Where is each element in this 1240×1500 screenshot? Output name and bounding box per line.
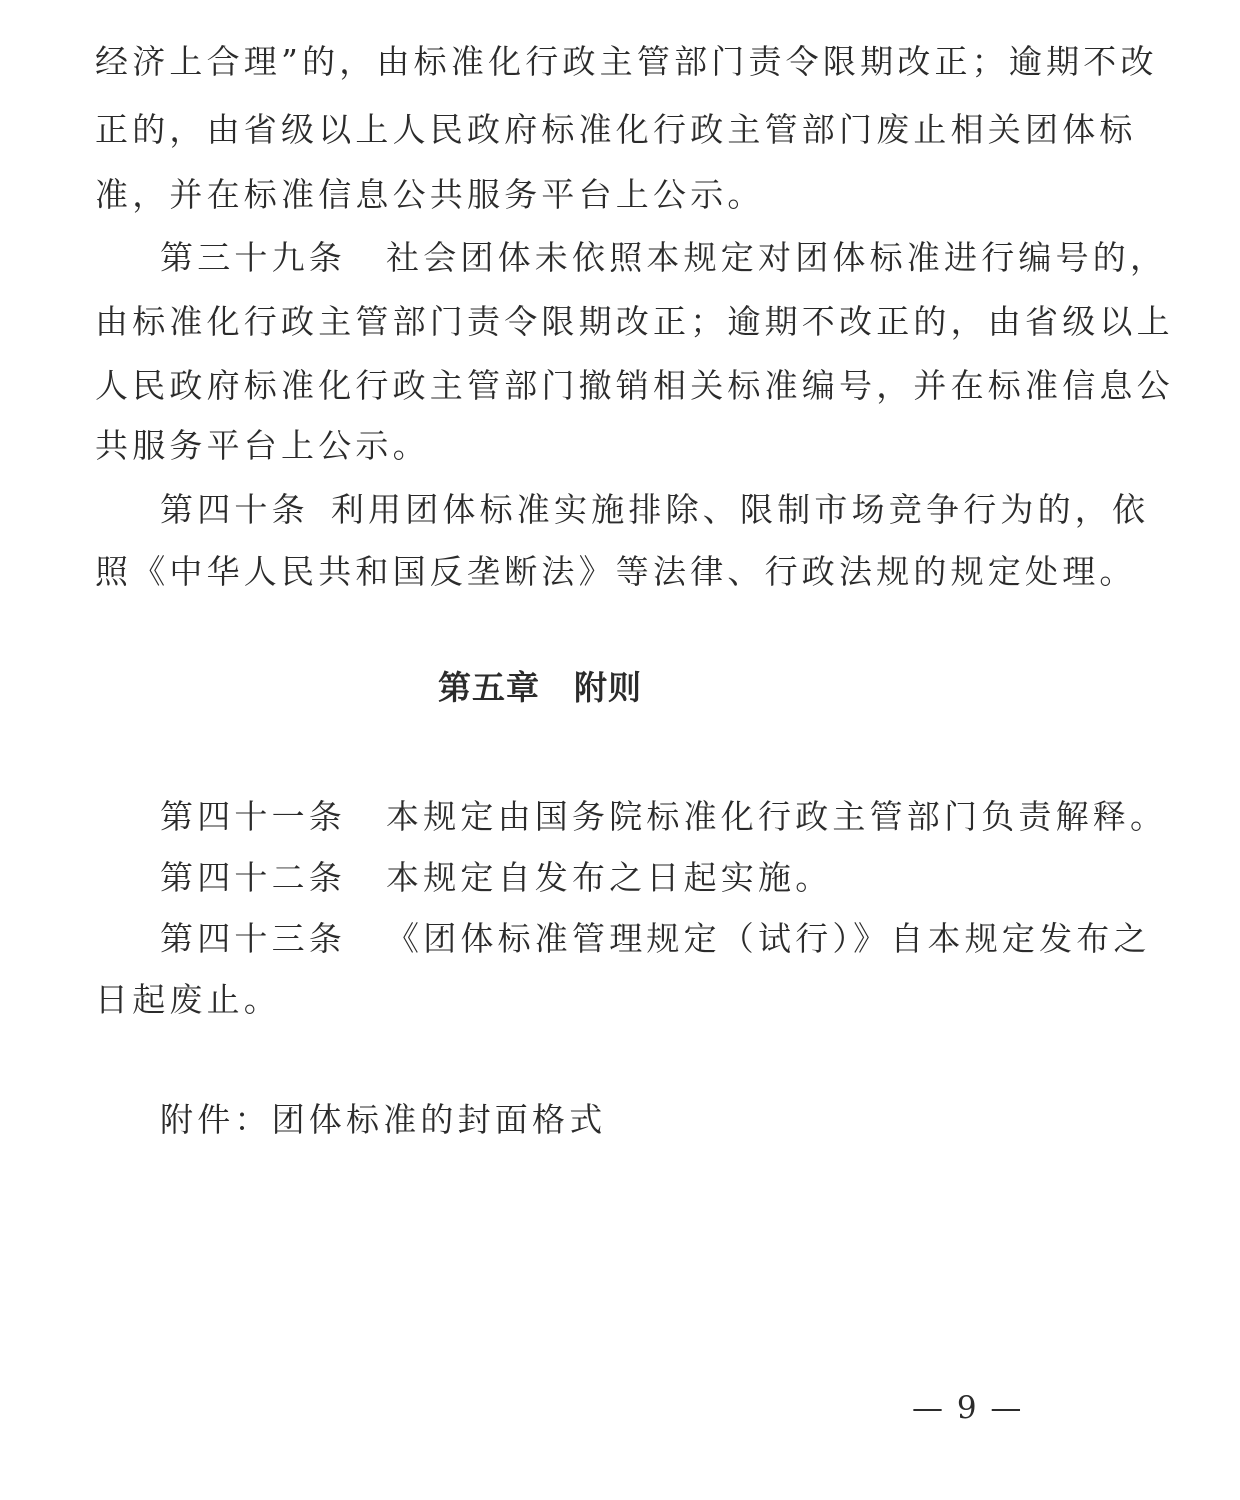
article-42-text: 本规定自发布之日起实施。: [386, 858, 833, 897]
chapter-title: 附则: [574, 668, 642, 707]
attachment-line: 附件：团体标准的封面格式: [160, 1100, 607, 1139]
article-39-first-line: [0, 236, 1240, 280]
paragraph-line: 准，并在标准信息公共服务平台上公示。: [95, 175, 765, 214]
article-40-text: 利用团体标准实施排除、限制市场竞争行为的，依: [330, 490, 1150, 529]
chapter-number: 第五章: [438, 668, 540, 707]
article-41-label: 第四十一条: [160, 797, 346, 836]
article-39-text: 社会团体未依照本规定对团体标准进行编号的，: [386, 238, 1168, 277]
article-41-line: [0, 795, 1240, 839]
article-43-text: 《团体标准管理规定（试行）》自本规定发布之: [386, 919, 1151, 958]
article-42-label: 第四十二条: [160, 858, 346, 897]
paragraph-line: 由标准化行政主管部门责令限期改正；逾期不改正的，由省级以上: [95, 302, 1174, 341]
article-41-text: 本规定由国务院标准化行政主管部门负责解释。: [386, 797, 1168, 836]
article-40-label: 第四十条: [160, 490, 309, 529]
paragraph-line: 经济上合理”的，由标准化行政主管部门责令限期改正；逾期不改: [95, 42, 1158, 81]
page-number: — 9 —: [912, 1390, 1024, 1426]
article-40-first-line: [0, 488, 1240, 532]
article-39-label: 第三十九条: [160, 238, 346, 277]
paragraph-line: 人民政府标准化行政主管部门撤销相关标准编号，并在标准信息公: [95, 366, 1174, 405]
article-43-first-line: [0, 917, 1240, 961]
paragraph-line: 照《中华人民共和国反垄断法》等法律、行政法规的规定处理。: [95, 552, 1137, 591]
paragraph-line: 正的，由省级以上人民政府标准化行政主管部门废止相关团体标: [95, 110, 1137, 149]
paragraph-line: 日起废止。: [95, 980, 281, 1019]
chapter-heading: [0, 663, 1080, 713]
article-42-line: [0, 856, 1240, 900]
paragraph-line: 共服务平台上公示。: [95, 426, 430, 465]
article-43-label: 第四十三条: [160, 919, 346, 958]
